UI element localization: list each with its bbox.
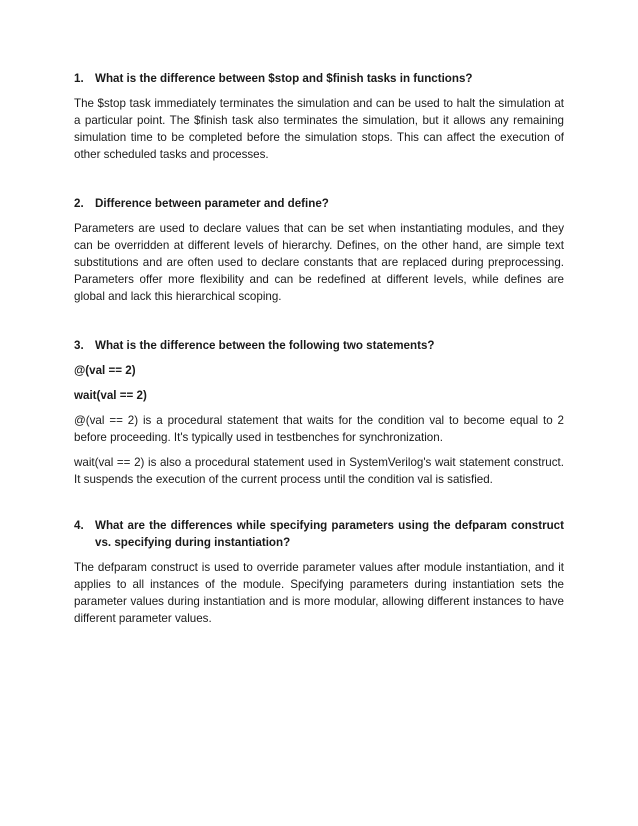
question-heading xyxy=(74,70,564,87)
code-statement: wait(val == 2) xyxy=(74,389,147,402)
question-number: 4. xyxy=(74,519,84,532)
code-statement: @(val == 2) xyxy=(74,364,136,377)
question-4 xyxy=(74,517,564,627)
answer-paragraph: @(val == 2) is a procedural statement that waits for the condition val to become equal to 2 before proceeding. It's typically used in testbenches for synchronization. xyxy=(74,414,564,444)
question-2 xyxy=(74,195,564,305)
question-heading xyxy=(74,195,564,212)
answer-paragraph: The defparam construct is used to override parameter values after module instantiation, and it applies to all instances of the module. Specifying parameters during instantiation sets the parameter values during instantiation and is more modular, allowing different instances to have different parameter values. xyxy=(74,561,564,625)
question-heading xyxy=(74,337,564,354)
question-number: 2. xyxy=(74,197,84,210)
answer-paragraph: Parameters are used to declare values that can be set when instantiating modules, and they can be overridden at different levels of hierarchy. Defines, on the other hand, are simple text substitutions and are often used to declare constants that are replaced during preprocessing. Parameters offer more flexibility and can be redefined at different levels, while defines are global and lack this hierarchical scoping. xyxy=(74,222,564,303)
question-title: What is the difference between $stop and $finish tasks in functions? xyxy=(95,72,473,85)
question-3 xyxy=(74,337,564,488)
question-title: What are the differences while specifying parameters using the defparam construct vs. specifying during instantiation? xyxy=(95,519,564,549)
answer-paragraph: wait(val == 2) is also a procedural statement used in SystemVerilog's wait statement construct. It suspends the execution of the current process until the condition val is satisfied. xyxy=(74,456,564,486)
question-title: What is the difference between the following two statements? xyxy=(95,339,435,352)
question-number: 3. xyxy=(74,339,84,352)
question-1 xyxy=(74,70,564,163)
question-number: 1. xyxy=(74,72,84,85)
document-page xyxy=(74,70,564,635)
answer-paragraph: The $stop task immediately terminates the simulation and can be used to halt the simulation at a particular point. The $finish task also terminates the simulation, but it allows any remaining simulation time to be completed before the simulation stops. This can affect the execution of other scheduled tasks and processes. xyxy=(74,97,564,161)
question-title: Difference between parameter and define? xyxy=(95,197,329,210)
question-heading xyxy=(74,517,564,551)
